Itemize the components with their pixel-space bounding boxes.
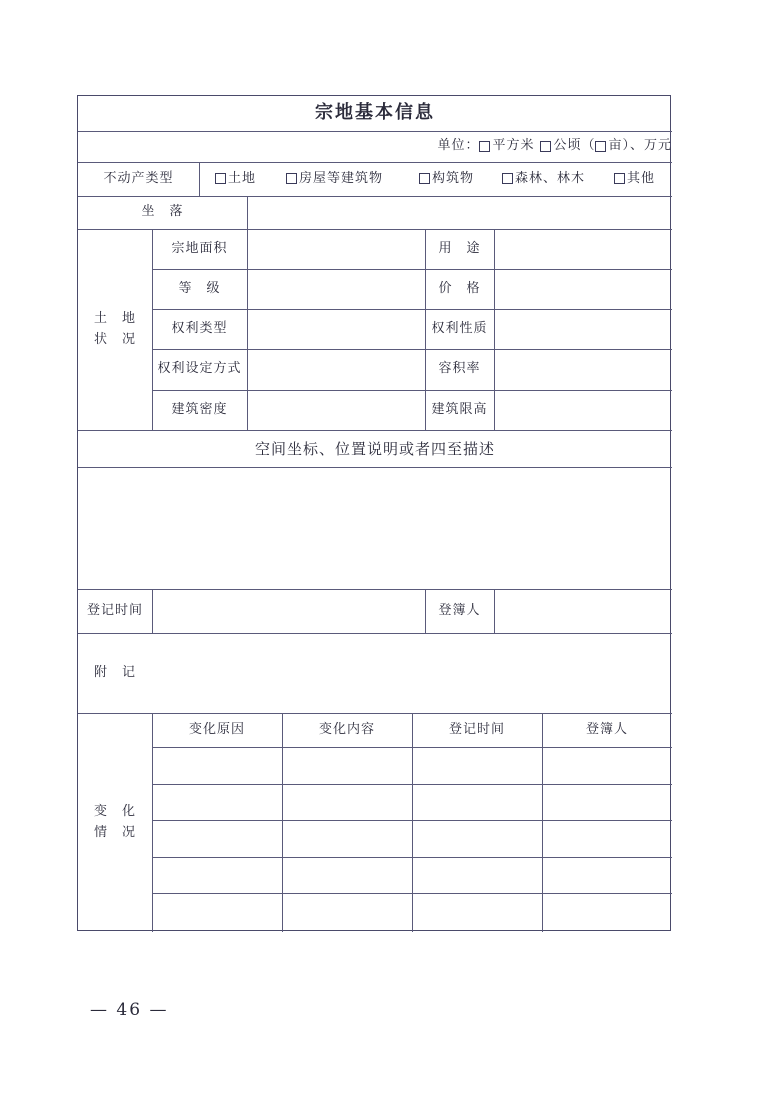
change-status-label: 变 化 情 况 xyxy=(93,803,136,840)
parcel-area-label: 宗地面积 xyxy=(171,240,228,256)
right-setting-method-field[interactable] xyxy=(248,349,425,390)
right-nature-label: 权利性质 xyxy=(431,320,488,336)
form-title: 宗地基本信息 xyxy=(315,102,435,124)
change-reason-header: 变化原因 xyxy=(188,721,245,737)
location-label: 坐 落 xyxy=(141,204,184,220)
notes-label: 附 记 xyxy=(93,664,136,680)
price-label: 价 格 xyxy=(438,280,481,296)
checkbox-icon[interactable] xyxy=(614,173,625,184)
registrar-label: 登簿人 xyxy=(438,602,481,618)
plot-ratio-field[interactable] xyxy=(495,349,672,390)
unit-prefix: 单位： xyxy=(437,138,480,154)
unit-checkbox-square-meter[interactable] xyxy=(479,141,490,152)
building-density-label: 建筑密度 xyxy=(171,401,228,417)
land-parcel-info-form xyxy=(77,95,671,931)
height-limit-label: 建筑限高 xyxy=(431,401,488,417)
grade-field[interactable] xyxy=(248,269,425,309)
change-register-time-header: 登记时间 xyxy=(448,721,505,737)
notes-field[interactable] xyxy=(153,633,672,713)
checkbox-icon[interactable] xyxy=(286,173,297,184)
property-type-forest[interactable]: 森林、林木 xyxy=(502,169,614,190)
right-nature-field[interactable] xyxy=(495,309,672,349)
page-number: — 46 — xyxy=(90,1000,169,1020)
register-time-field[interactable] xyxy=(153,589,425,633)
right-type-label: 权利类型 xyxy=(171,320,228,336)
property-type-label: 不动产类型 xyxy=(103,170,174,186)
checkbox-icon[interactable] xyxy=(215,173,226,184)
unit-checkbox-mu[interactable] xyxy=(595,141,606,152)
change-registrar-header: 登簿人 xyxy=(585,721,628,737)
coordinates-label: 空间坐标、位置说明或者四至描述 xyxy=(254,439,495,458)
table-row[interactable] xyxy=(153,820,672,857)
unit-checkbox-hectare[interactable] xyxy=(540,141,551,152)
property-type-structure[interactable]: 构筑物 xyxy=(419,169,502,190)
table-row[interactable] xyxy=(153,893,672,930)
height-limit-field[interactable] xyxy=(495,390,672,430)
unit-option-square-meter: 平方米 xyxy=(492,138,535,154)
property-type-land[interactable]: 土地 xyxy=(215,169,286,190)
unit-row xyxy=(78,131,680,162)
building-density-field[interactable] xyxy=(248,390,425,430)
location-value-field[interactable] xyxy=(248,196,672,229)
register-time-label: 登记时间 xyxy=(86,602,143,618)
plot-ratio-label: 容积率 xyxy=(438,361,481,377)
table-row[interactable] xyxy=(153,747,672,784)
unit-option-mu: 亩）、万元 xyxy=(608,138,672,154)
right-type-field[interactable] xyxy=(248,309,425,349)
unit-option-hectare: 公顷（ xyxy=(553,138,596,154)
change-content-header: 变化内容 xyxy=(318,721,375,737)
parcel-area-field[interactable] xyxy=(248,229,425,269)
col-divider xyxy=(199,162,200,196)
price-field[interactable] xyxy=(495,269,672,309)
property-type-other[interactable]: 其他 xyxy=(614,169,655,190)
checkbox-icon[interactable] xyxy=(502,173,513,184)
table-row[interactable] xyxy=(153,857,672,893)
table-row[interactable] xyxy=(153,784,672,820)
grade-label: 等 级 xyxy=(178,280,221,296)
right-setting-method-label: 权利设定方式 xyxy=(157,361,242,377)
property-type-building[interactable]: 房屋等建筑物 xyxy=(286,169,419,190)
property-type-options xyxy=(215,162,672,196)
usage-field[interactable] xyxy=(495,229,672,269)
land-status-label: 土 地 状 况 xyxy=(93,310,136,347)
usage-label: 用 途 xyxy=(438,240,481,256)
coordinates-field[interactable] xyxy=(78,467,672,589)
registrar-field[interactable] xyxy=(495,589,672,633)
checkbox-icon[interactable] xyxy=(419,173,430,184)
